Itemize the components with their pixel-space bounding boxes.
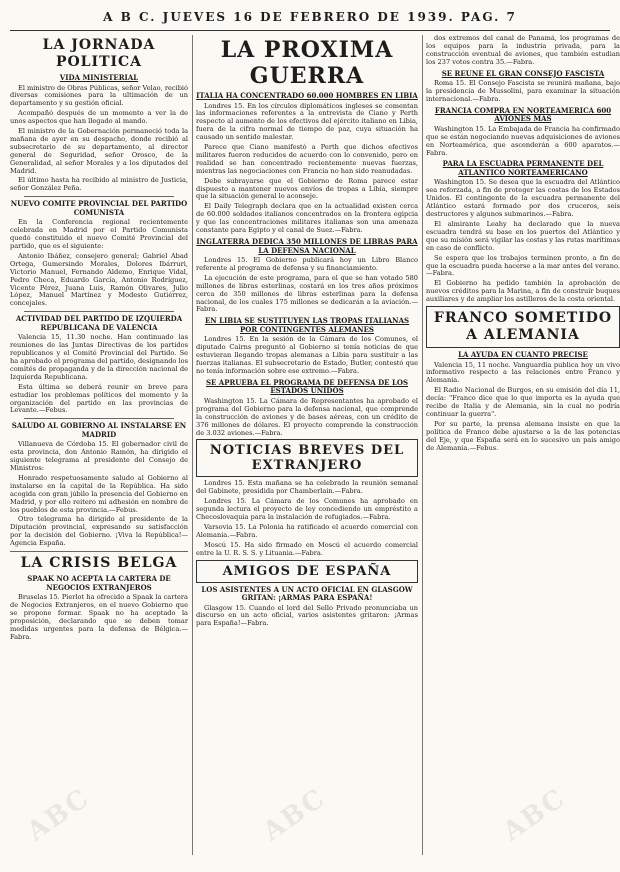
columns — [10, 35, 620, 855]
column-divider — [422, 35, 423, 855]
paragraph: En la Conferencia regional recientemente celebrada en Madrid por el Partido Comunista quedó constituido el nuevo Comité Provincial del partido, que es el siguiente: — [10, 218, 188, 250]
column-divider — [192, 35, 193, 855]
paragraph: Roma 15. El Consejo Fascista se reunirá mañana, bajo la presidencia de Mussolini, para examinar la situación internacional.—Fabra. — [426, 79, 620, 103]
paragraph: Washington 15. La Embajada de Francia ha confirmado que se están negociando nuevas adquisiciones de aviones en Norteamérica, que ascenderán a 600 aparatos.—Fabra. — [426, 124, 620, 157]
subhead: SPAAK NO ACEPTA LA CARTERA DE NEGOCIOS EXTRANJEROS — [27, 574, 171, 592]
paragraph: Londres 15. Esta mañana se ha celebrado la reunión semanal del Gabinete, presidida por Chamberlain.—Fabra. — [196, 479, 418, 496]
subhead: FRANCIA COMPRA EN NORTEAMERICA 600 AVIONES MAS — [434, 105, 612, 124]
subhead: EN LIBIA SE SUSTITUYEN LAS TROPAS ITALIANAS POR CONTINGENTES ALEMANES — [204, 316, 410, 334]
headline-proxima-guerra: LA PROXIMA GUERRA — [220, 37, 394, 89]
paragraph: Villanueva de Córdoba 15. El gobernador civil de esta provincia, don Antonio Ramón, ha dirigido el siguiente telegrama al presidente del Consejo de Ministros: — [10, 440, 188, 473]
franco-box — [426, 306, 620, 348]
paragraph: Londres 15. En la sesión de la Cámara de los Comunes, el diputado Cairns preguntó al Gobierno si tenía noticias de que estuvieran llegando tropas alemanas a Libia para sustituir a las fuerzas italianas. El subsecretario de Estado, Butler, contestó que no tenía información sobre ese extremo.—Fabra. — [196, 335, 418, 375]
subhead: PARA LA ESCUADRA PERMANENTE DEL ATLANTICO NORTEAMERICANO — [442, 159, 604, 177]
subhead: SE APRUEBA EL PROGRAMA DE DEFENSA DE LOS ESTADOS UNIDOS — [205, 377, 409, 396]
masthead: A B C. JUEVES 16 DE FEBRERO DE 1939. PAG. 7 — [103, 10, 517, 24]
paragraph: Antonio Ibáñez, consejero general; Gabriel Abad Ortega, Gumersindo Morales, Dolores Ibárruri, Victorio Manuel, Fernando Aldemo, Enrique Vidal, Pedro Checa, Eduardo García, Antonio Rodríguez, Vicente Pérez, Juana Luis, Ramón Olivares, Julio López, Manuel Martínez y Modesto Gutiérrez, concejales. — [10, 251, 188, 308]
subhead: ACTIVIDAD DEL PARTIDO DE IZQUIERDA REPUBLICANA DE VALENCIA — [15, 314, 183, 332]
paragraph: Bruselas 15. Pierlot ha ofrecido a Spaak la cartera de Negocios Extranjeros, en el nuevo Gobierno que se propone formar. Spaak no ha aceptado la proposición, declarando que se deben tomar medidas urgentes para la defensa de Bélgica.—Fabra. — [10, 593, 188, 641]
amigos-espana-box — [196, 560, 418, 583]
separator — [24, 311, 174, 312]
separator — [24, 196, 174, 197]
subhead: ITALIA HA CONCENTRADO 60.000 HOMBRES EN LIBIA — [196, 91, 418, 100]
paragraph: Londres 15. En los círculos diplomáticos ingleses se comentan las informaciones referentes a la entrevista de Ciano y Perth respecto al aumento de los efectivos del ejército italiano en Libia, fuera de la cifra normal de tiempo de paz, cuya situación ha causado un sentido malestar. — [196, 101, 418, 142]
paragraph: Glasgow 15. Cuando el lord del Sello Privado pronunciaba un discurso en un acto oficial, varios asistentes gritaron: ¡Armas para España!—Fabra. — [196, 603, 418, 628]
paragraph: El Daily Telegraph declara que en la actualidad existen cerca de 60.000 soldados italianos concentrados en la frontera egipcia y que las concentraciones militares italianas son una amenaza constante para Egipto y el canal de Suez.—Fabra. — [196, 202, 418, 235]
paragraph: La ejecución de este programa, para el que se han votado 580 millones de libras esterlinas, costará en los tres años próximos cerca de 350 millones de libras esterlinas para la defensa nacional, de los cuales 175 millones se dedicarán a la aviación.—Fabra. — [196, 273, 418, 314]
noticias-breves-box — [196, 439, 418, 477]
paragraph: El Gobierno ha pedido también la aprobación de nuevos créditos para la Marina, a fin de construir buques auxiliares y de ampliar los astilleros de la costa oriental. — [426, 279, 620, 304]
watermark: ABC — [257, 782, 332, 848]
watermark: ABC — [497, 782, 572, 848]
column-1 — [10, 35, 188, 855]
subhead: INGLATERRA DEDICA 350 MILLONES DE LIBRAS PARA LA DEFENSA NACIONAL — [196, 237, 418, 255]
paragraph: Parece que Ciano manifestó a Perth que dichos efectivos militares fueron reducidos de acuerdo con lo convenido, pero en realidad se han concentrado recientemente nuevas fuerzas, mientras las negociaciones con Francia no han sido reanudadas. — [196, 143, 418, 175]
masthead-rule — [10, 30, 610, 31]
subhead: SALUDO AL GOBIERNO AL INSTALARSE EN MADRID — [11, 421, 187, 439]
paragraph: dos extremos del canal de Panamá, los programas de los equipos para la industria privada, para la construcción eventual de aviones, que también estudian los 237 votos contra 35.—Fabra. — [426, 35, 620, 66]
subhead: LA AYUDA EN CUANTO PRECISE — [458, 350, 588, 360]
headline-franco-sometido: FRANCO SOMETIDO A ALEMANIA — [433, 310, 613, 344]
paragraph: El ministro de la Gobernación permaneció toda la mañana de ayer en su despacho, donde recibió al subsecretario de su departamento, al director general de Seguridad, señor Orosco, de la Generalidad, al señor Morales y a los diputados del Madrid. — [10, 127, 188, 175]
paragraph: Valencia 15, 11.30 noche. Han continuado las reuniones de las Juntas Directivas de los partidos republicanos y el Comité Provincial del Partido. Se ha aprobado el programa del partido, designando los comités de propaganda y de la dirección nacional de Izquierda Republicana. — [10, 333, 188, 381]
paragraph: Otro telegrama ha dirigido al presidente de la Diputación provincial, expresando su satisfacción por la decisión del Gobierno. ¡Viva la República!—Agencia España. — [10, 515, 188, 548]
paragraph: El ministro de Obras Públicas, señor Velao, recibió diversas comisiones para la ultimación de un departamento y su gestión oficial. — [10, 83, 188, 108]
paragraph: Washington 15. Se desea que la escuadra del Atlántico sea reforzada, a fin de proteger las costas de los Estados Unidos. El contingente de la escuadra permanente del Atlántico estará formado por dos cruceros, seis destructores y algunos submarinos.—Fabra. — [426, 178, 620, 219]
paragraph: Por su parte, la prensa alemana insiste en que la política de Franco debe ajustarse a la de las potencias del Eje, y que España será en lo sucesivo un país amigo de Alemania.—Febus. — [426, 419, 620, 452]
paragraph: Washington 15. La Cámara de Representantes ha aprobado el programa del Gobierno para la defensa nacional, que comprende la construcción de aviones y de bases aéreas, con un crédito de 376 millones de dólares. El proyecto comprende la construcción de 3.032 aviones.—Fabra. — [196, 396, 418, 437]
paragraph: Acompañó después de un momento a ver la de unos aspectos que han llegado al mando. — [10, 109, 188, 126]
paragraph: Moscú 15. Ha sido firmado en Moscú el acuerdo comercial entre la U. R. S. S. y Lituania.—Fabra. — [196, 540, 418, 557]
separator — [24, 418, 174, 419]
column-2 — [196, 35, 418, 855]
paragraph: El almirante Leahy ha declarado que la nueva escuadra tendrá su base en los puertos del Atlántico y que su misión será vigilar las costas y las rutas marítimas en caso de conflicto. — [426, 220, 620, 252]
subhead: VIDA MINISTERIAL — [59, 73, 139, 82]
column-3 — [426, 35, 620, 855]
paragraph: Londres 15. El Gobierno publicará hoy un Libro Blanco referente al programa de defensa y su financiamiento. — [196, 256, 418, 272]
paragraph: El último hasta ha recibido al ministro de Justicia, señor González Peña. — [10, 176, 188, 193]
subhead: SE REUNE EL GRAN CONSEJO FASCISTA — [441, 68, 605, 78]
headline-amigos-de-espana: AMIGOS DE ESPAÑA — [222, 563, 392, 579]
headline-crisis-belga: LA CRISIS BELGA — [20, 555, 178, 572]
separator — [10, 551, 188, 552]
subhead: NUEVO COMITE PROVINCIAL DEL PARTIDO COMUNISTA — [10, 199, 188, 217]
watermark: ABC — [21, 782, 96, 848]
paragraph: Debe subrayarse que el Gobierno de Roma parece estar dispuesto a mantener nuevos envíos de tropas a Libia, siempre que la situación general lo aconseje. — [196, 176, 418, 201]
headline-noticias-breves: NOTICIAS BREVES DEL EXTRANJERO — [209, 443, 405, 474]
paragraph: Esta última se deberá reunir en breve para estudiar los problemas políticos del momento y la organización del partido en las provincias de Levante.—Febus. — [10, 382, 188, 415]
paragraph: Londres 15. La Cámara de los Comunes ha aprobado en segunda lectura el proyecto de ley concediendo un empréstito a Checoslovaquia para la instalación de refugiados.—Fabra. — [196, 497, 418, 522]
paragraph: Se espera que los trabajos terminen pronto, a fin de que la escuadra pueda hacerse a la mar antes del verano.—Fabra. — [426, 253, 620, 278]
paragraph: Honrado respetuosamente saludo al Gobierno al instalarse en la capital de la República. Ha sido acogida con gran júbilo la presencia del Gobierno en Madrid, y por ello reitero mi adhesión en nombre de los pueblos de esta provincia.—Febus. — [10, 473, 188, 514]
paragraph: El Radio Nacional de Burgos, en su emisión del día 11, decía: "Franco dice que lo que importa es la ayuda que recibe de Italia y de Alemania, sin la cual no podría continuar la guerra". — [426, 386, 620, 418]
subhead: LOS ASISTENTES A UN ACTO OFICIAL EN GLASGOW GRITAN: ¡ARMAS PARA ESPAÑA! — [201, 584, 413, 603]
headline-jornada-politica: LA JORNADA POLITICA — [42, 37, 156, 70]
paragraph: Valencia 15, 11 noche. Vanguardia publica hoy un vivo informativo respecto a las relaciones entre Franco y Alemania. — [426, 360, 620, 385]
paragraph: Varsovia 15. La Polonia ha ratificado el acuerdo comercial con Alemania.—Fabra. — [196, 522, 418, 539]
